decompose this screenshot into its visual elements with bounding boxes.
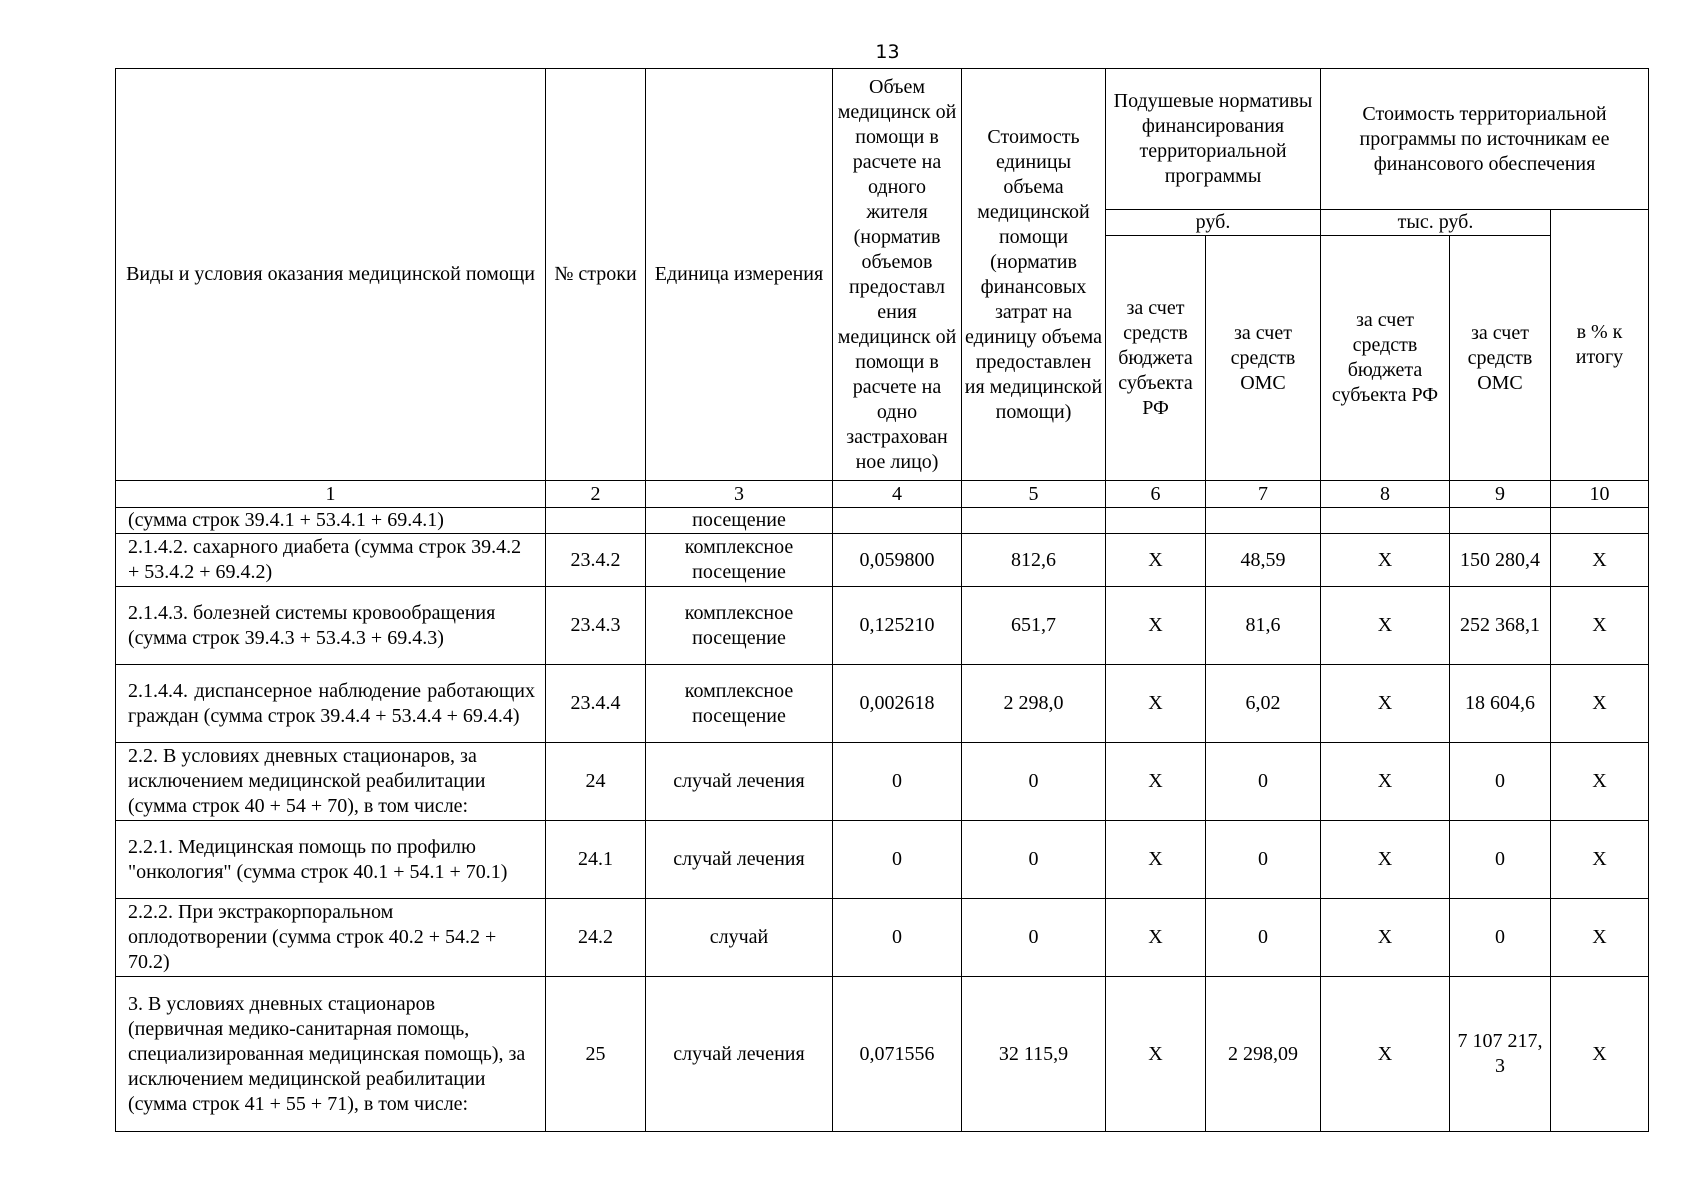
header-col-3: Единица измерения	[646, 69, 833, 481]
row-line-number: 24.1	[546, 821, 646, 899]
row-percent: X	[1551, 665, 1649, 743]
row-name: (сумма строк 39.4.1 + 53.4.1 + 69.4.1)	[116, 508, 546, 534]
row-line-number: 24	[546, 743, 646, 821]
row-volume: 0	[833, 899, 962, 977]
row-norm-budget: X	[1106, 665, 1206, 743]
row-line-number: 23.4.3	[546, 587, 646, 665]
row-percent: X	[1551, 821, 1649, 899]
row-name: 3. В условиях дневных стационаров (первичная медико-санитарная помощь, специализированная медицинская помощь), за исключением медицинской реабилитации (сумма строк 41 + 55 + 71), в том числе:	[116, 977, 546, 1132]
row-norm-budget: X	[1106, 821, 1206, 899]
row-unit: случай лечения	[646, 977, 833, 1132]
row-volume: 0,071556	[833, 977, 962, 1132]
row-cost: 0	[962, 821, 1106, 899]
row-percent: X	[1551, 743, 1649, 821]
row-norm-budget	[1106, 508, 1206, 534]
row-program-budget: X	[1321, 899, 1450, 977]
row-norm-oms	[1206, 508, 1321, 534]
row-line-number	[546, 508, 646, 534]
column-number-row	[116, 481, 1649, 508]
column-number: 5	[962, 481, 1106, 508]
row-unit: комплексное посещение	[646, 665, 833, 743]
row-percent: X	[1551, 587, 1649, 665]
row-program-budget: X	[1321, 665, 1450, 743]
row-line-number: 24.2	[546, 899, 646, 977]
row-program-budget: X	[1321, 821, 1450, 899]
row-program-oms	[1450, 508, 1551, 534]
table-row	[116, 899, 1649, 977]
header-col-8: за счет средств бюджета субъекта РФ	[1321, 236, 1450, 481]
row-line-number: 25	[546, 977, 646, 1132]
row-name: 2.2.2. При экстракорпоральном оплодотворении (сумма строк 40.2 + 54.2 + 70.2)	[116, 899, 546, 977]
row-norm-budget: X	[1106, 899, 1206, 977]
row-norm-oms: 0	[1206, 821, 1321, 899]
row-norm-budget: X	[1106, 743, 1206, 821]
row-line-number: 23.4.2	[546, 534, 646, 587]
table-row	[116, 977, 1649, 1132]
header-col-9: за счет средств ОМС	[1450, 236, 1551, 481]
row-cost	[962, 508, 1106, 534]
row-unit: случай лечения	[646, 821, 833, 899]
row-norm-oms: 0	[1206, 899, 1321, 977]
header-group-normatives: Подушевые нормативы финансирования территориальной программы	[1106, 69, 1321, 210]
column-number: 6	[1106, 481, 1206, 508]
row-percent: X	[1551, 977, 1649, 1132]
row-program-oms: 0	[1450, 743, 1551, 821]
column-number: 7	[1206, 481, 1321, 508]
row-norm-oms: 48,59	[1206, 534, 1321, 587]
column-number: 10	[1551, 481, 1649, 508]
row-cost: 812,6	[962, 534, 1106, 587]
row-norm-budget: X	[1106, 977, 1206, 1132]
column-number: 1	[116, 481, 546, 508]
header-unit-rub: руб.	[1106, 210, 1321, 236]
header-unit-thousand-rub: тыс. руб.	[1321, 210, 1551, 236]
row-percent: X	[1551, 899, 1649, 977]
header-col-5: Стоимость единицы объема медицинской помощи (норматив финансовых затрат на единицу объема предоставлен ия медицинской помощи)	[962, 69, 1106, 481]
header-col-6: за счет средств бюджета субъекта РФ	[1106, 236, 1206, 481]
row-cost: 0	[962, 899, 1106, 977]
row-program-oms: 252 368,1	[1450, 587, 1551, 665]
header-col-10: в % к итогу	[1551, 210, 1649, 481]
row-volume: 0	[833, 821, 962, 899]
row-unit: случай	[646, 899, 833, 977]
row-volume: 0,125210	[833, 587, 962, 665]
row-program-budget: X	[1321, 977, 1450, 1132]
row-percent: X	[1551, 534, 1649, 587]
row-name: 2.1.4.2. сахарного диабета (сумма строк 39.4.2 + 53.4.2 + 69.4.2)	[116, 534, 546, 587]
column-number: 8	[1321, 481, 1450, 508]
row-name: 2.1.4.4. диспансерное наблюдение работающих граждан (сумма строк 39.4.4 + 53.4.4 + 69.4.4)	[116, 665, 546, 743]
row-norm-oms: 0	[1206, 743, 1321, 821]
row-norm-oms: 2 298,09	[1206, 977, 1321, 1132]
row-program-oms: 0	[1450, 899, 1551, 977]
row-cost: 0	[962, 743, 1106, 821]
header-row-1	[116, 69, 1649, 210]
row-program-budget: X	[1321, 743, 1450, 821]
row-volume: 0	[833, 743, 962, 821]
table-row	[116, 665, 1649, 743]
row-volume	[833, 508, 962, 534]
row-program-oms: 18 604,6	[1450, 665, 1551, 743]
row-unit: посещение	[646, 508, 833, 534]
row-line-number: 23.4.4	[546, 665, 646, 743]
table-row	[116, 743, 1649, 821]
header-col-7: за счет средств ОМС	[1206, 236, 1321, 481]
table-row	[116, 587, 1649, 665]
row-program-budget: X	[1321, 587, 1450, 665]
row-name: 2.2.1. Медицинская помощь по профилю "онкология" (сумма строк 40.1 + 54.1 + 70.1)	[116, 821, 546, 899]
row-name: 2.1.4.3. болезней системы кровообращения (сумма строк 39.4.3 + 53.4.3 + 69.4.3)	[116, 587, 546, 665]
table-row	[116, 821, 1649, 899]
row-name: 2.2. В условиях дневных стационаров, за исключением медицинской реабилитации (сумма строк 40 + 54 + 70), в том числе:	[116, 743, 546, 821]
row-norm-budget: X	[1106, 534, 1206, 587]
row-program-budget: X	[1321, 534, 1450, 587]
row-cost: 32 115,9	[962, 977, 1106, 1132]
row-unit: комплексное посещение	[646, 587, 833, 665]
row-unit: комплексное посещение	[646, 534, 833, 587]
header-col-1: Виды и условия оказания медицинской помощи	[116, 69, 546, 481]
table-row	[116, 534, 1649, 587]
header-group-cost: Стоимость территориальной программы по источникам ее финансового обеспечения	[1321, 69, 1649, 210]
header-col-4: Объем медицинск ой помощи в расчете на одного жителя (норматив объемов предоставл ения медицинск ой помощи в расчете на одно застрахован ное лицо)	[833, 69, 962, 481]
row-program-budget	[1321, 508, 1450, 534]
row-norm-oms: 81,6	[1206, 587, 1321, 665]
row-norm-budget: X	[1106, 587, 1206, 665]
row-program-oms: 0	[1450, 821, 1551, 899]
table-row	[116, 508, 1649, 534]
row-cost: 2 298,0	[962, 665, 1106, 743]
row-norm-oms: 6,02	[1206, 665, 1321, 743]
page-number: 13	[875, 41, 900, 63]
financing-table	[115, 68, 1649, 1132]
row-cost: 651,7	[962, 587, 1106, 665]
row-program-oms: 150 280,4	[1450, 534, 1551, 587]
row-volume: 0,002618	[833, 665, 962, 743]
column-number: 4	[833, 481, 962, 508]
row-unit: случай лечения	[646, 743, 833, 821]
row-program-oms: 7 107 217, 3	[1450, 977, 1551, 1132]
header-col-2: № строки	[546, 69, 646, 481]
column-number: 3	[646, 481, 833, 508]
row-volume: 0,059800	[833, 534, 962, 587]
row-percent	[1551, 508, 1649, 534]
column-number: 2	[546, 481, 646, 508]
column-number: 9	[1450, 481, 1551, 508]
